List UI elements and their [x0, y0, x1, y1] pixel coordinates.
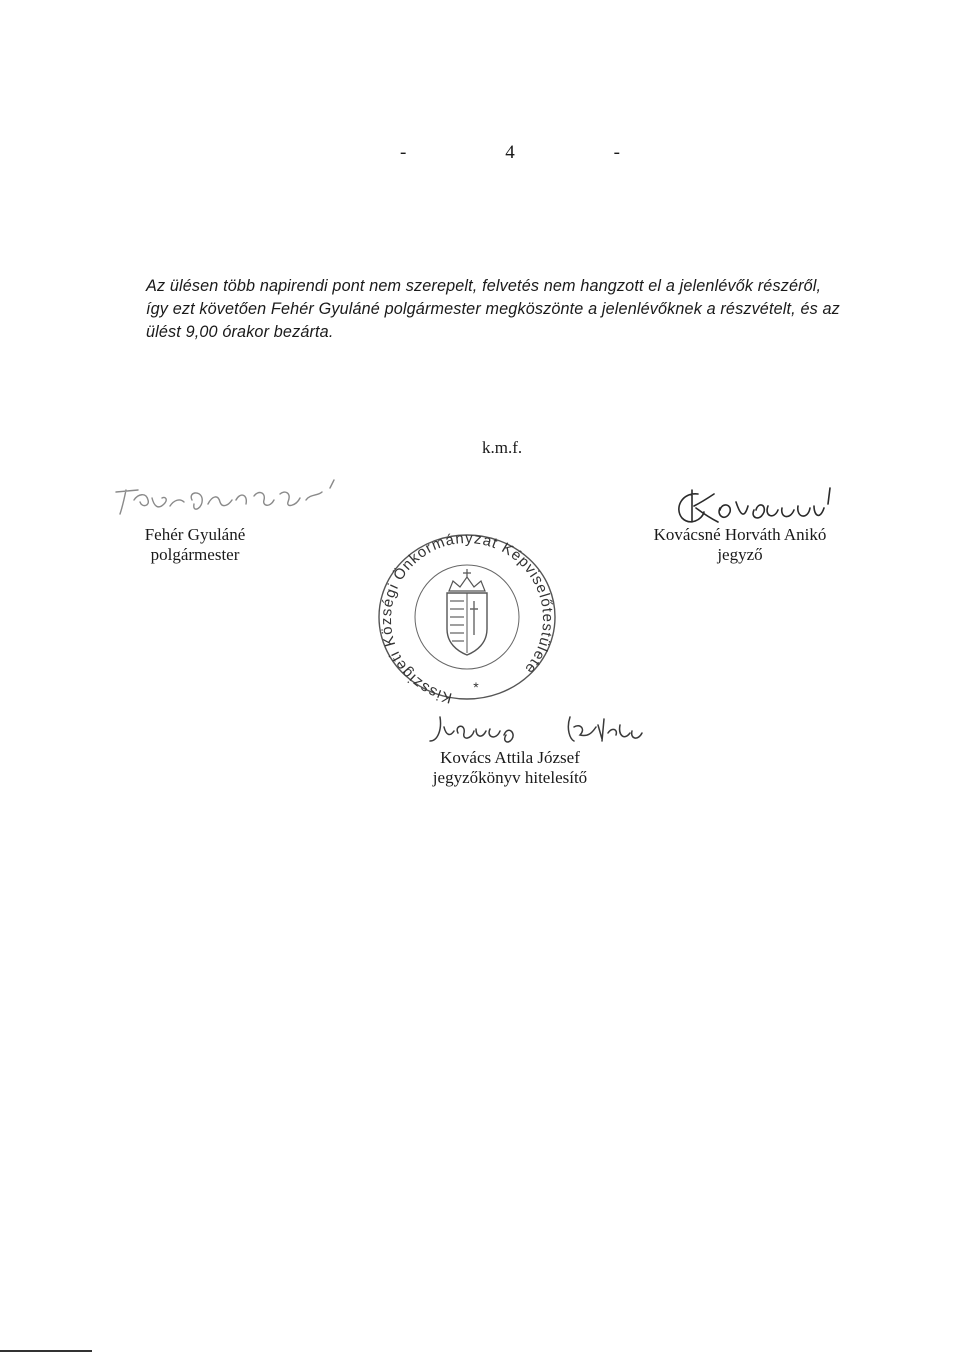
closing-paragraph: [146, 275, 866, 344]
signer-mayor: [120, 525, 270, 565]
signer-name: Fehér Gyuláné: [144, 525, 246, 544]
signer-notary: [620, 525, 860, 565]
paragraph-line: Az ülésen több napirendi pont nem szerepelt, felvetés nem hangzott el a jelenlévők részéről,: [146, 277, 822, 295]
signature-authenticator: [420, 705, 650, 753]
official-stamp: [370, 525, 565, 710]
paragraph-line: ülést 9,00 órakor bezárta.: [146, 323, 334, 341]
signer-name: Kovács Attila József: [440, 748, 580, 767]
signer-authenticator: [405, 748, 615, 788]
kmf-label: k.m.f.: [482, 438, 523, 457]
signer-title: jegyzőkönyv hitelesítő: [432, 768, 588, 787]
stamp-star: *: [473, 679, 479, 695]
page-number: 4: [505, 142, 515, 163]
signer-title: polgármester: [150, 545, 240, 564]
header-dash-left: -: [400, 142, 407, 163]
page-header: [400, 142, 620, 164]
footer-rule: [0, 1350, 92, 1352]
signature-mayor: [108, 470, 348, 525]
signer-title: jegyző: [717, 545, 763, 564]
stamp-text: Kisszigeti Községi Önkormányzat Képviselőtestülete: [377, 529, 557, 707]
header-dash-right: -: [613, 142, 620, 163]
paragraph-line: így ezt követően Fehér Gyuláné polgármester megköszönte a jelenlévőknek a részvételt, és az: [146, 300, 840, 318]
signer-name: Kovácsné Horváth Anikó: [653, 525, 827, 544]
coat-of-arms-icon: [447, 569, 487, 655]
signature-notary: [668, 480, 848, 528]
